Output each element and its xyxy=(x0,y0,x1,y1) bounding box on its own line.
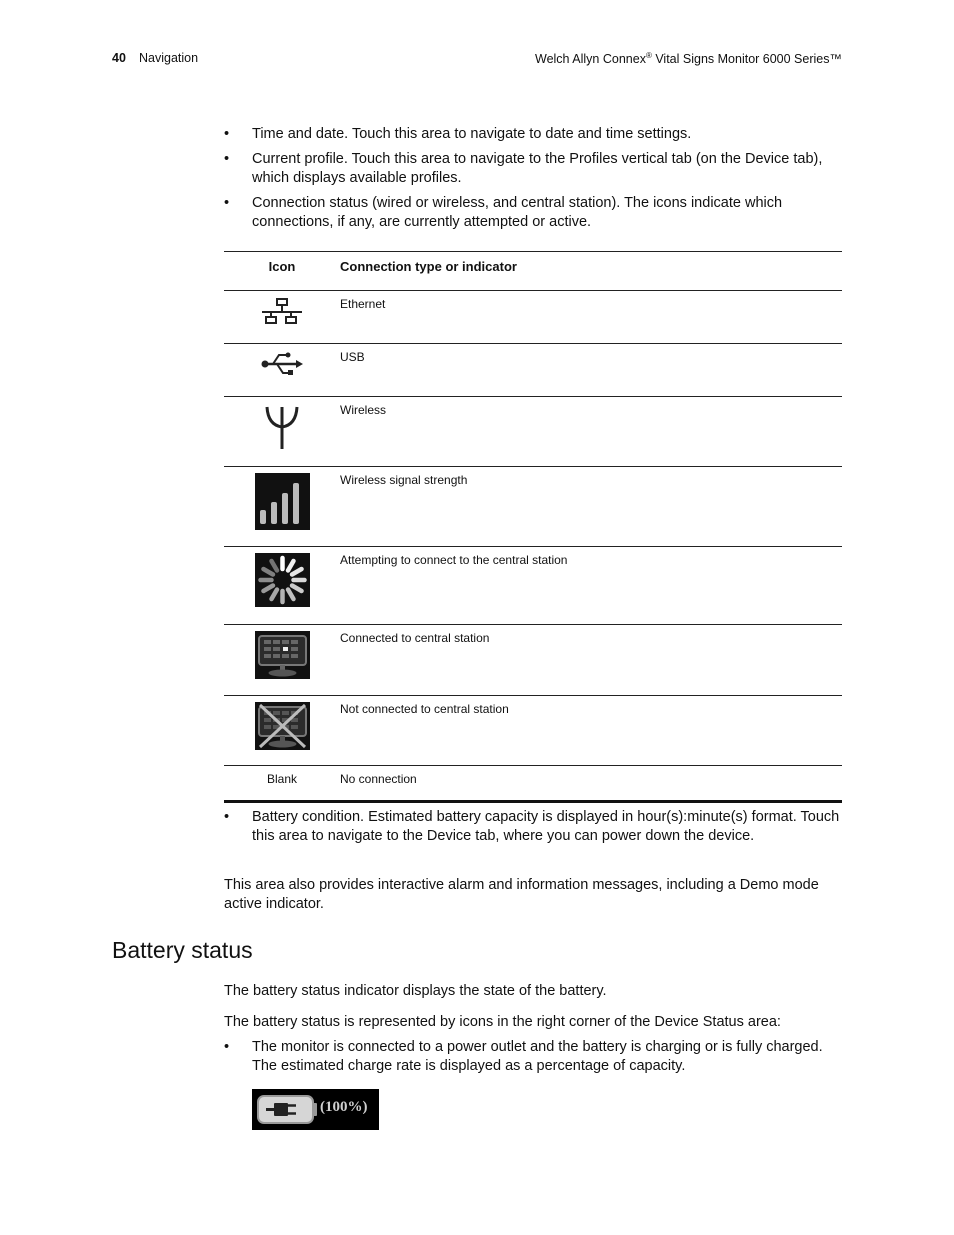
icon-cell xyxy=(224,625,340,696)
bullet-text: Battery condition. Estimated battery capacity is displayed in hour(s):minute(s) format. Touch this area to navigate to the Device tab, where you can power down the device. xyxy=(252,809,840,844)
page-number: 40 xyxy=(112,51,126,65)
header-title xyxy=(535,51,842,66)
bullet-mark: • xyxy=(224,151,230,167)
paragraph-battery-intro: The battery status indicator displays the state of the battery. xyxy=(224,983,607,999)
header-title-suffix: Vital Signs Monitor 6000 Series™ xyxy=(651,52,842,67)
bullet-mark: • xyxy=(224,809,230,825)
battery-charging-icon xyxy=(252,1089,379,1130)
table-row xyxy=(224,344,842,397)
bullet-mark: • xyxy=(224,195,230,211)
table-row xyxy=(224,547,842,625)
column-header-type: Connection type or indicator xyxy=(340,252,842,291)
connecting-spinner-icon xyxy=(255,553,310,607)
table-row xyxy=(224,766,842,802)
row-label: Wireless xyxy=(340,397,842,467)
paragraph-alarm: This area also provides interactive alarm and information messages, including a Demo mode active indicator. xyxy=(224,877,819,912)
central-station-connected-icon xyxy=(255,631,310,679)
row-label: USB xyxy=(340,344,842,397)
paragraph-battery-icons: The battery status is represented by icons in the right corner of the Device Status area: xyxy=(224,1014,781,1030)
signal-strength-icon xyxy=(255,473,310,530)
icon-cell xyxy=(224,547,340,625)
icon-cell xyxy=(224,344,340,397)
table-header-row xyxy=(224,252,842,291)
table-row xyxy=(224,696,842,766)
row-label: Wireless signal strength xyxy=(340,467,842,547)
table-row xyxy=(224,397,842,467)
row-label: Connected to central station xyxy=(340,625,842,696)
bullet-mark: • xyxy=(224,1039,230,1055)
connection-table xyxy=(224,251,842,803)
column-header-icon: Icon xyxy=(224,252,340,291)
row-label: No connection xyxy=(340,766,842,802)
header-title-prefix: Welch Allyn Connex xyxy=(535,52,646,67)
wireless-antenna-icon xyxy=(262,403,302,456)
header-title-reg: ® xyxy=(645,51,652,60)
section-heading: Battery status xyxy=(112,937,253,963)
bullet-text: Time and date. Touch this area to navigate to date and time settings. xyxy=(252,126,692,142)
icon-cell xyxy=(224,696,340,766)
table-row xyxy=(224,467,842,547)
bullet-mark: • xyxy=(224,126,230,142)
table-row xyxy=(224,625,842,696)
ethernet-icon xyxy=(260,297,304,332)
bullet-text: The monitor is connected to a power outlet and the battery is charging or is fully charged. The estimated charge rate is displayed as a percentage of capacity. xyxy=(252,1039,823,1074)
usb-icon xyxy=(260,350,304,383)
icon-cell xyxy=(224,397,340,467)
central-station-disconnected-icon xyxy=(255,702,310,750)
battery-percent: (100%) xyxy=(320,1099,368,1115)
row-label: Not connected to central station xyxy=(340,696,842,766)
row-label: Ethernet xyxy=(340,291,842,344)
icon-cell xyxy=(224,291,340,344)
icon-cell xyxy=(224,467,340,547)
row-label: Attempting to connect to the central station xyxy=(340,547,842,625)
icon-cell-blank: Blank xyxy=(224,766,340,802)
table-row xyxy=(224,291,842,344)
bullet-text: Connection status (wired or wireless, and central station). The icons indicate which connections, if any, are currently attempted or active. xyxy=(252,195,783,230)
header-section: Navigation xyxy=(139,51,199,65)
bullet-text: Current profile. Touch this area to navigate to the Profiles vertical tab (on the Device tab), which displays available profiles. xyxy=(252,151,823,186)
